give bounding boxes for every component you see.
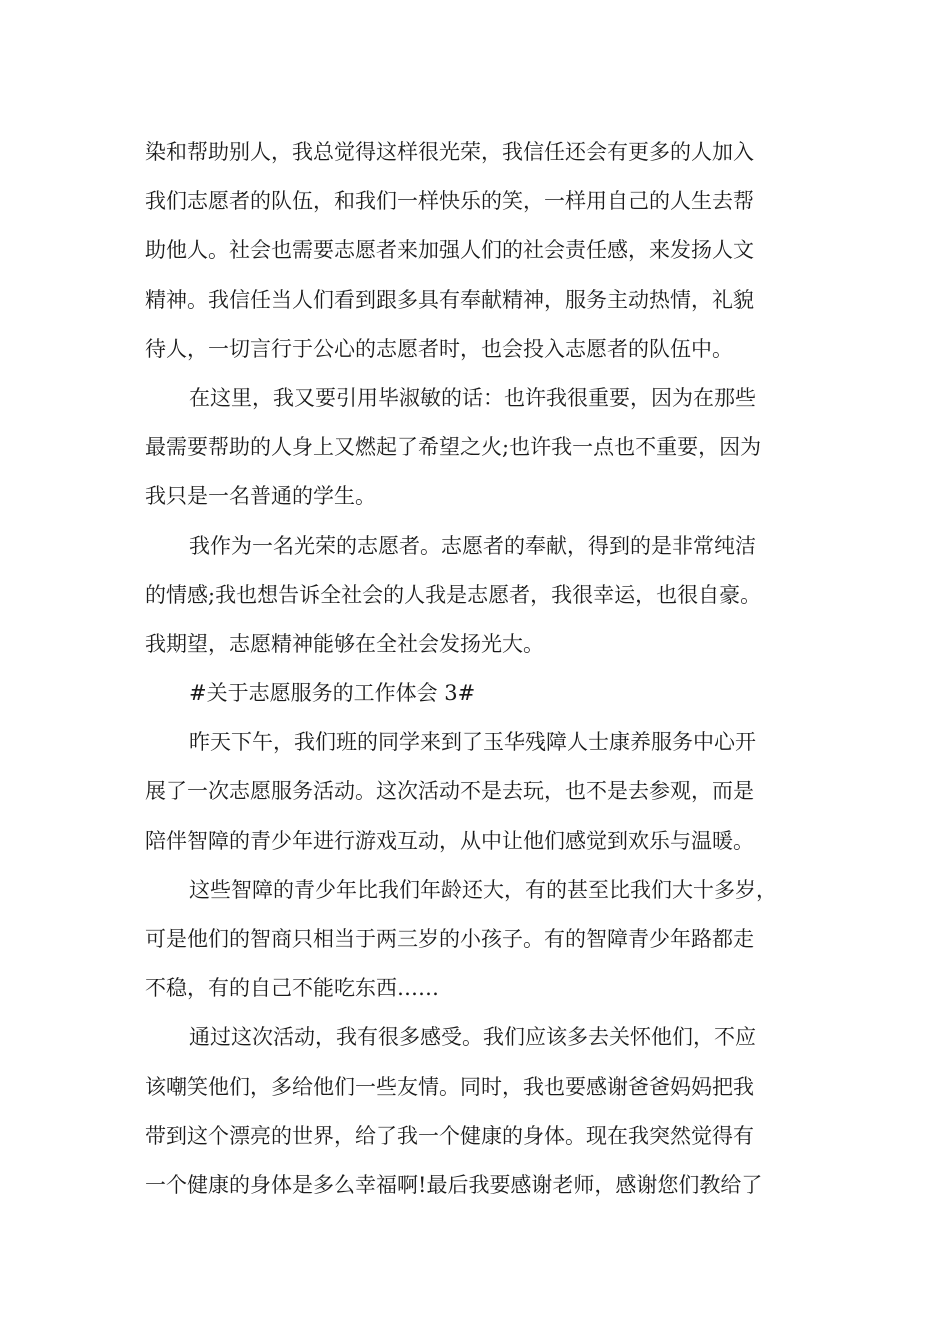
text-line: 精神。我信任当人们看到跟多具有奉献精神，服务主动热情，礼貌 [145, 287, 754, 312]
text-line: 在这里，我又要引用毕淑敏的话：也许我很重要，因为在那些 [189, 385, 756, 410]
text-line: 陪伴智障的青少年进行游戏互动，从中让他们感觉到欢乐与温暖。 [145, 828, 754, 853]
text-line: 我们志愿者的队伍，和我们一样快乐的笑，一样用自己的人生去帮 [145, 189, 754, 214]
text-line: 最需要帮助的人身上又燃起了希望之火;也许我一点也不重要，因为 [145, 435, 762, 460]
text-line: 一个健康的身体是多么幸福啊!最后我要感谢老师，感谢您们教给了 [145, 1172, 763, 1197]
text-line: 该嘲笑他们，多给他们一些友情。同时，我也要感谢爸爸妈妈把我 [145, 1074, 754, 1099]
text-line: 带到这个漂亮的世界，给了我一个健康的身体。现在我突然觉得有 [145, 1123, 754, 1148]
text-line: 我作为一名光荣的志愿者。志愿者的奉献，得到的是非常纯洁 [189, 533, 756, 558]
document-body [145, 128, 825, 1210]
section-heading: #关于志愿服务的工作体会 3# [189, 681, 476, 706]
text-line: 这些智障的青少年比我们年龄还大，有的甚至比我们大十多岁， [189, 877, 777, 902]
text-line: 的情感;我也想告诉全社会的人我是志愿者，我很幸运，也很自豪。 [145, 582, 762, 607]
text-line: 我只是一名普通的学生。 [145, 484, 376, 509]
text-line: 染和帮助别人，我总觉得这样很光荣，我信任还会有更多的人加入 [145, 140, 754, 164]
text-line: 通过这次活动，我有很多感受。我们应该多去关怀他们，不应 [189, 1025, 756, 1050]
text-line: 可是他们的智商只相当于两三岁的小孩子。有的智障青少年路都走 [145, 927, 754, 951]
text-line: 昨天下午，我们班的同学来到了玉华残障人士康养服务中心开 [189, 730, 756, 755]
text-line: 待人，一切言行于公心的志愿者时，也会投入志愿者的队伍中。 [145, 336, 733, 361]
text-line: 不稳，有的自己不能吃东西…… [145, 976, 439, 1001]
text-line: 展了一次志愿服务活动。这次活动不是去玩，也不是去参观，而是 [145, 779, 754, 804]
text-line: 我期望，志愿精神能够在全社会发扬光大。 [145, 631, 544, 656]
text-line: 助他人。社会也需要志愿者来加强人们的社会责任感，来发扬人文 [145, 238, 754, 263]
